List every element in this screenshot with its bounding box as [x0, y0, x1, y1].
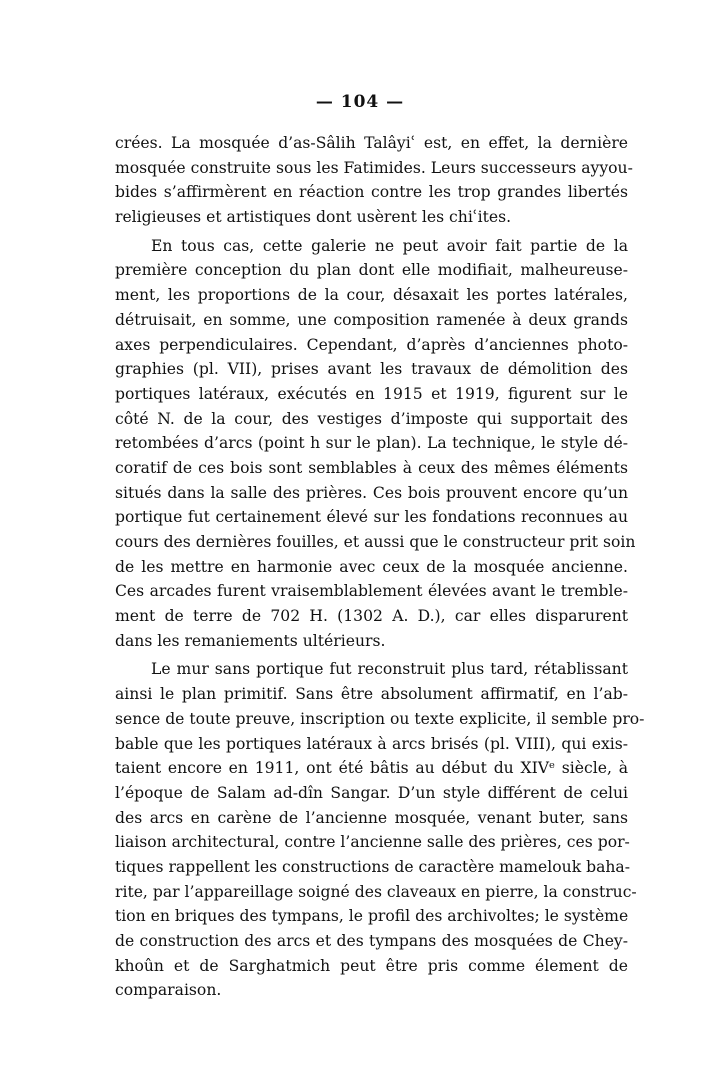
- paragraph-2: [115, 234, 636, 654]
- text-line: axes perpendiculaires. Cependant, d’après d’anciennes photo-: [115, 335, 628, 354]
- text-line: khoûn et de Sarghatmich peut être pris comme élement de: [115, 956, 628, 975]
- text-line: situés dans la salle des prières. Ces bois prouvent encore qu’un: [115, 483, 628, 502]
- text-line: taient encore en 1911, ont été bâtis au début du XIVᵉ siècle, à: [115, 759, 628, 778]
- text-line: sence de toute preuve, inscription ou texte explicite, il semble pro-: [115, 709, 645, 728]
- text-line: bable que les portiques latéraux à arcs brisés (pl. VIII), qui exis-: [115, 734, 628, 753]
- body-text: [115, 131, 645, 1003]
- text-line: Le mur sans portique fut reconstruit plus tard, rétablissant: [151, 660, 628, 679]
- text-line: première conception du plan dont elle modifiait, malheureuse-: [115, 261, 628, 280]
- text-line: côté N. de la cour, des vestiges d’imposte qui supportait des: [115, 409, 628, 428]
- text-line: de construction des arcs et des tympans des mosquées de Chey-: [115, 932, 628, 950]
- text-line: ainsi le plan primitif. Sans être absolument affirmatif, en l’ab-: [115, 685, 628, 704]
- paragraph-3: [115, 657, 645, 1003]
- text-line: portique fut certainement élevé sur les fondations reconnues au: [115, 508, 628, 527]
- text-line: religieuses et artistiques dont usèrent les chiʿites.: [115, 208, 512, 227]
- text-line: tion en briques des tympans, le profil des archivoltes; le système: [115, 907, 629, 926]
- text-line: mosquée construite sous les Fatimides. Leurs successeurs ayyou-: [115, 158, 633, 177]
- text-line: portiques latéraux, exécutés en 1915 et 1919, figurent sur le: [115, 384, 628, 403]
- text-line: de les mettre en harmonie avec ceux de la mosquée ancienne.: [115, 557, 628, 576]
- text-line: dans les remaniements ultérieurs.: [115, 631, 386, 650]
- text-line: comparaison.: [115, 981, 222, 1000]
- text-line: ment, les proportions de la cour, désaxait les portes latérales,: [115, 286, 628, 305]
- text-line: rite, par l’appareillage soigné des claveaux en pierre, la construc-: [115, 882, 637, 901]
- text-line: ment de terre de 702 H. (1302 A. D.), car elles disparurent: [115, 607, 628, 626]
- text-line: En tous cas, cette galerie ne peut avoir fait partie de la: [151, 236, 628, 255]
- text-line: bides s’affirmèrent en réaction contre les trop grandes libertés: [115, 183, 628, 202]
- text-line: l’époque de Salam ad-dîn Sangar. D’un style différent de celui: [115, 783, 628, 802]
- text-line: retombées d’arcs (point h sur le plan). La technique, le style dé-: [115, 434, 628, 453]
- paragraph-1: [115, 131, 633, 230]
- text-line: tiques rappellent les constructions de caractère mamelouk baha-: [115, 857, 630, 876]
- text-line: crées. La mosquée d’as-Sâlih Talâyiʿ est, en effet, la dernière: [115, 134, 628, 152]
- text-line: coratif de ces bois sont semblables à ceux des mêmes éléments: [115, 458, 628, 477]
- text-line: détruisait, en somme, une composition ramenée à deux grands: [115, 310, 628, 329]
- text-line: des arcs en carène de l’ancienne mosquée, venant buter, sans: [115, 808, 628, 827]
- text-line: liaison architectural, contre l’ancienne salle des prières, ces por-: [115, 833, 630, 852]
- text-line: cours des dernières fouilles, et aussi que le constructeur prit soin: [115, 533, 636, 551]
- text-line: graphies (pl. VII), prises avant les travaux de démolition des: [115, 360, 628, 379]
- page-number: — 104 —: [315, 92, 405, 112]
- text-line: Ces arcades furent vraisemblablement élevées avant le tremble-: [115, 582, 628, 601]
